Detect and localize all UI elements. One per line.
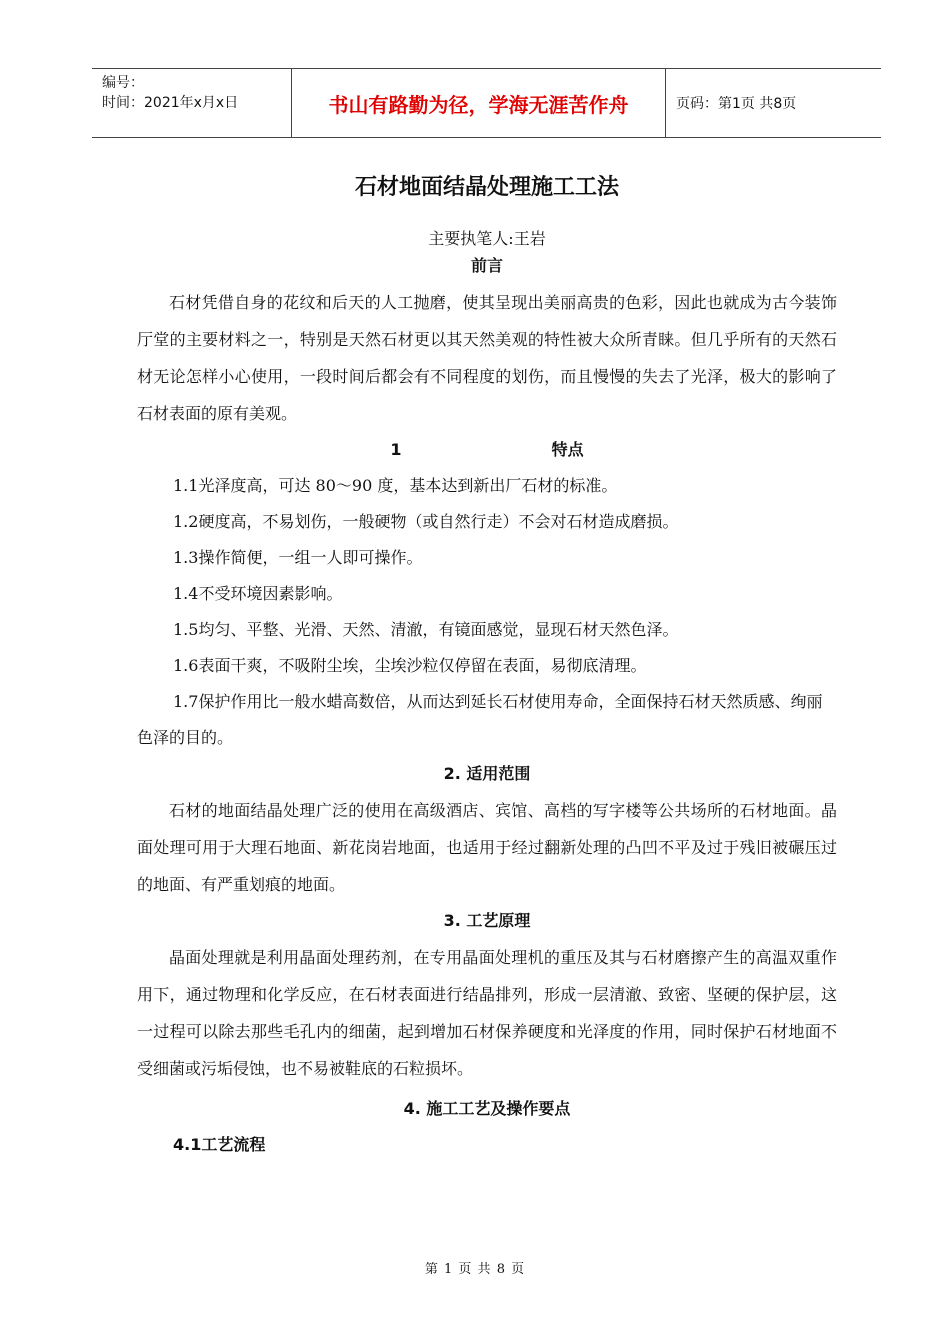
section-4-1-heading: 4.1工艺流程 [173, 1135, 266, 1154]
feature-item: 1.5均匀、平整、光滑、天然、清澈，有镜面感觉，显现石材天然色泽。 [173, 620, 679, 639]
preface-paragraph: 石材凭借自身的花纹和后天的人工抛磨，使其呈现出美丽高贵的色彩，因此也就成为古今装饰厅堂的主要材料之一，特别是天然石材更以其天然美观的特性被大众所青睐。但几乎所有的天然石材无论怎样小心使用，一段时间后都会有不同程度的划伤，而且慢慢的失去了光泽，极大的影响了石材表面的原有美观。 [137, 293, 837, 423]
section-3-heading: 3. 工艺原理 [443, 911, 531, 930]
section-2-heading: 2. 适用范围 [443, 764, 531, 783]
section-2-paragraph: 石材的地面结晶处理广泛的使用在高级酒店、宾馆、高档的写字楼等公共场所的石材地面。晶面处理可用于大理石地面、新花岗岩地面，也适用于经过翻新处理的凸凹不平及过于残旧被碾压过的地面、有严重划痕的地面。 [137, 801, 837, 894]
document-body [137, 168, 837, 1163]
document-author: 主要执笔人:王岩 [428, 229, 546, 248]
section-3-paragraph: 晶面处理就是利用晶面处理药剂，在专用晶面处理机的重压及其与石材磨擦产生的高温双重作用下，通过物理和化学反应，在石材表面进行结晶排列，形成一层清澈、致密、坚硬的保护层，这一过程可以除去那些毛孔内的细菌，起到增加石材保养硬度和光泽度的作用，同时保护石材地面不受细菌或污垢侵蚀，也不易被鞋底的石粒损坏。 [137, 948, 837, 1078]
page-header [92, 68, 881, 138]
feature-item: 1.2硬度高，不易划伤，一般硬物（或自然行走）不会对石材造成磨损。 [173, 512, 679, 531]
feature-item: 1.4不受环境因素影响。 [173, 584, 343, 603]
feature-item: 1.1光泽度高，可达 80～90 度，基本达到新出厂石材的标准。 [173, 476, 618, 495]
header-page-number: 页码：第1页 共8页 [676, 96, 797, 112]
section-4-heading: 4. 施工工艺及操作要点 [403, 1099, 571, 1118]
feature-item: 1.6表面干爽，不吸附尘埃，尘埃沙粒仅停留在表面，易彻底清理。 [173, 656, 647, 675]
document-title: 石材地面结晶处理施工工法 [354, 175, 619, 200]
code-label: 编号： [102, 75, 144, 91]
preface-heading: 前言 [470, 256, 503, 275]
feature-item: 1.3操作简便，一组一人即可操作。 [173, 548, 423, 567]
header-meta [92, 69, 292, 137]
section-1-heading [137, 436, 837, 464]
feature-item: 1.7保护作用比一般水蜡高数倍，从而达到延长石材使用寿命，全面保持石材天然质感、绚丽色泽的目的。 [137, 692, 823, 747]
header-motto: 书山有路勤为径，学海无涯苦作舟 [292, 69, 666, 137]
time-label: 时间：2021年x月x日 [102, 95, 239, 111]
section-1-title: 特点 [551, 440, 584, 459]
section-1-number: 1 [390, 440, 402, 459]
page-footer: 第 1 页 共 8 页 [424, 1262, 526, 1277]
